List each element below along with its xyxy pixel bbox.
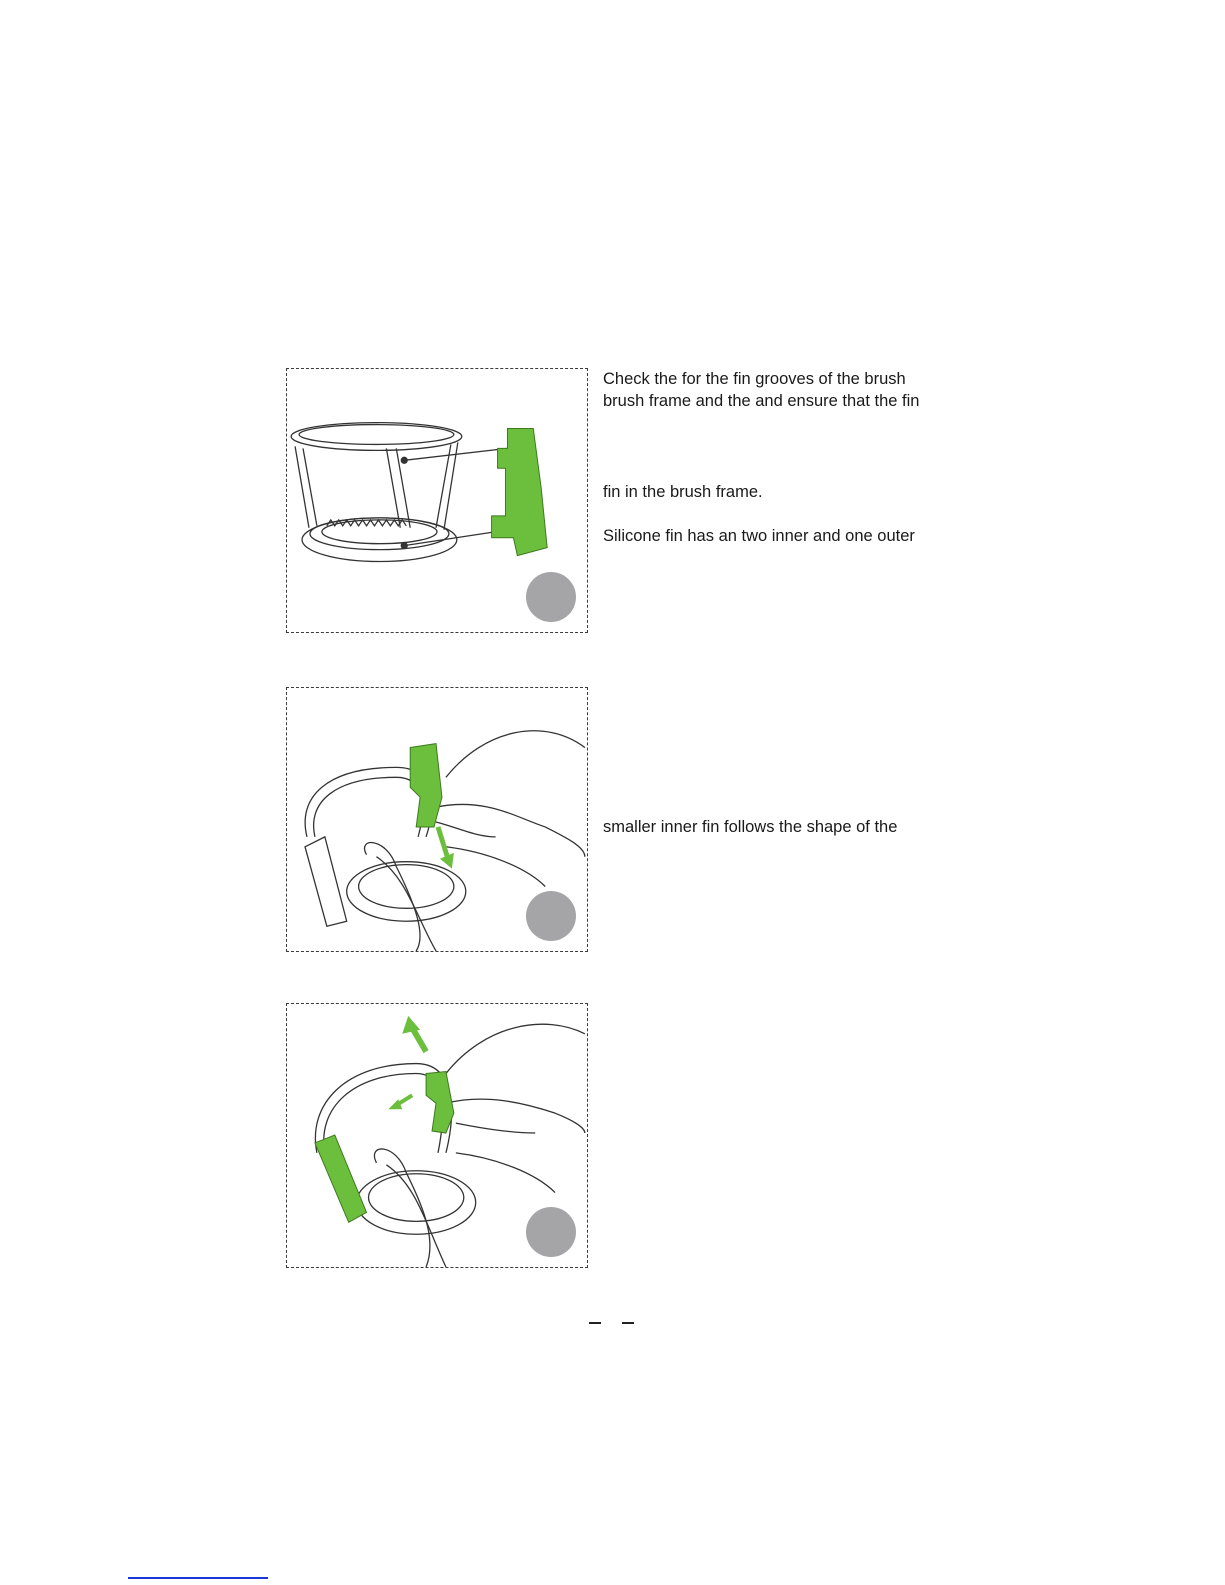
step-1-text-line-4: Silicone fin has an two inner and one outer bbox=[603, 527, 915, 545]
silicone-fin-shape bbox=[492, 429, 548, 556]
step-number-badge bbox=[526, 1207, 576, 1257]
bottom-link-underline[interactable] bbox=[128, 1577, 268, 1579]
page-number-underline-left bbox=[589, 1322, 601, 1324]
step-number-badge bbox=[526, 572, 576, 622]
step-3-illustration-panel bbox=[286, 1003, 588, 1268]
step-1-text-line-1: Check the for the fin grooves of the brush bbox=[603, 370, 906, 388]
step-1-text-line-2: brush frame and the and ensure that the fin bbox=[603, 392, 920, 410]
step-number-badge bbox=[526, 891, 576, 941]
step-2-illustration-panel bbox=[286, 687, 588, 952]
step-1-text-line-3: fin in the brush frame. bbox=[603, 483, 763, 501]
step-1-illustration-panel bbox=[286, 368, 588, 633]
step-2-text-line-1: smaller inner fin follows the shape of the bbox=[603, 818, 898, 836]
page-number-underline-right bbox=[622, 1322, 634, 1324]
